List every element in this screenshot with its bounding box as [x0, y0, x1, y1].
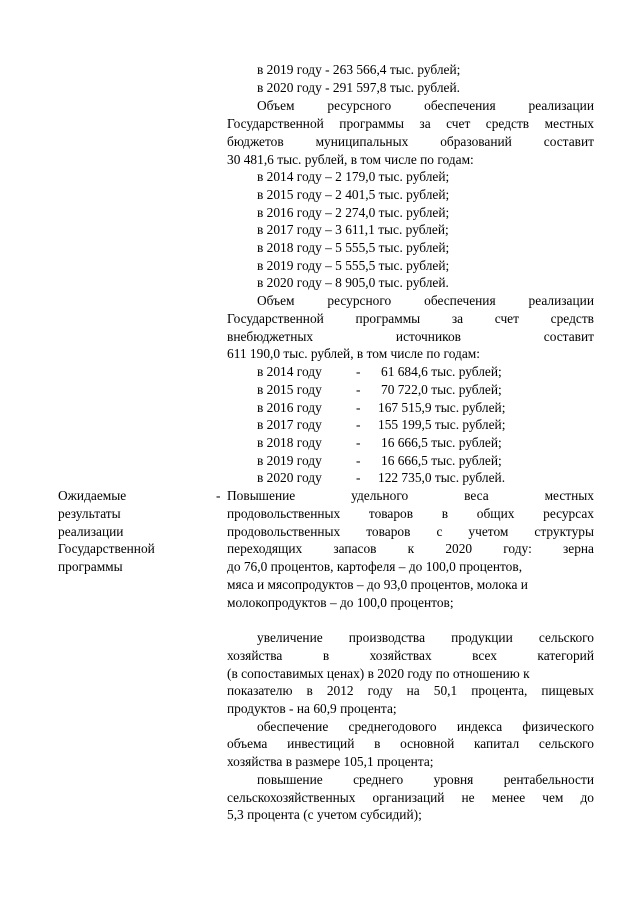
- results-label-line: реализации: [58, 524, 124, 539]
- extrabudget-paragraph-line: Объем ресурсного обеспечения реализации: [257, 293, 594, 308]
- budget-line-2019: в 2019 году - 263 566,4 тыс. рублей;: [257, 62, 461, 77]
- extrabudget-amount: 61 684,6 тыс. рублей;: [381, 364, 502, 379]
- extrabudget-paragraph-line: Государственной программы за счет средств: [227, 311, 594, 326]
- results-p2-line: (в сопоставимых ценах) в 2020 году по отношению к: [227, 666, 530, 681]
- local-year-line: в 2015 году – 2 401,5 тыс. рублей;: [257, 187, 450, 202]
- extrabudget-amount: 70 722,0 тыс. рублей;: [381, 382, 502, 397]
- results-p1-line: переходящих запасов к 2020 году: зерна: [227, 541, 594, 556]
- results-p1-line: молокопродуктов – до 100,0 процентов;: [227, 595, 454, 610]
- extrabudget-paragraph-line: внебюджетных источников составит: [227, 329, 594, 344]
- local-paragraph-line: бюджетов муниципальных образований составит: [227, 134, 594, 149]
- results-label-line: Ожидаемые: [58, 488, 127, 503]
- results-p4-line: 5,3 процента (с учетом субсидий);: [227, 807, 422, 822]
- local-paragraph-line: Объем ресурсного обеспечения реализации: [257, 98, 594, 113]
- results-dash: -: [216, 488, 221, 503]
- local-year-line: в 2017 году – 3 611,1 тыс. рублей;: [257, 222, 449, 237]
- extrabudget-year: в 2014 году: [257, 364, 322, 379]
- results-p3-line: хозяйства в размере 105,1 процента;: [227, 754, 434, 769]
- extrabudget-sep: -: [356, 417, 361, 432]
- local-paragraph-line: 30 481,6 тыс. рублей, в том числе по годам:: [227, 152, 474, 167]
- extrabudget-sep: -: [356, 470, 361, 485]
- results-p2-line: увеличение производства продукции сельского: [257, 630, 594, 645]
- results-p1-line: продовольственных товаров с учетом структуры: [227, 524, 594, 539]
- results-p1-line: до 76,0 процентов, картофеля – до 100,0 процентов,: [227, 559, 523, 574]
- results-p3-line: объема инвестиций в основной капитал сельского: [227, 736, 594, 751]
- extrabudget-paragraph-line: 611 190,0 тыс. рублей, в том числе по годам:: [227, 346, 480, 361]
- local-year-line: в 2014 году – 2 179,0 тыс. рублей;: [257, 169, 450, 184]
- results-p4-line: повышение среднего уровня рентабельности: [257, 772, 594, 787]
- extrabudget-year: в 2016 году: [257, 400, 322, 415]
- extrabudget-sep: -: [356, 435, 361, 450]
- results-p1-line: продовольственных товаров в общих ресурсах: [227, 506, 594, 521]
- extrabudget-year: в 2017 году: [257, 417, 322, 432]
- results-p4-line: сельскохозяйственных организаций не менее чем до: [227, 790, 594, 805]
- results-label-line: программы: [58, 559, 123, 574]
- extrabudget-amount: 16 666,5 тыс. рублей;: [381, 453, 502, 468]
- results-label-line: результаты: [58, 506, 121, 521]
- local-year-line: в 2020 году – 8 905,0 тыс. рублей.: [257, 275, 449, 290]
- extrabudget-year: в 2015 году: [257, 382, 322, 397]
- extrabudget-amount: 122 735,0 тыс. рублей.: [378, 470, 506, 485]
- local-year-line: в 2019 году – 5 555,5 тыс. рублей;: [257, 258, 450, 273]
- extrabudget-sep: -: [356, 400, 361, 415]
- local-year-line: в 2018 году – 5 555,5 тыс. рублей;: [257, 240, 450, 255]
- extrabudget-year: в 2019 году: [257, 453, 322, 468]
- results-label-line: Государственной: [58, 541, 155, 556]
- extrabudget-amount: 16 666,5 тыс. рублей;: [381, 435, 502, 450]
- extrabudget-year: в 2018 году: [257, 435, 322, 450]
- extrabudget-amount: 167 515,9 тыс. рублей;: [378, 400, 506, 415]
- results-p1-line: Повышение удельного веса местных: [227, 488, 594, 503]
- extrabudget-amount: 155 199,5 тыс. рублей;: [378, 417, 506, 432]
- local-paragraph-line: Государственной программы за счет средств местных: [227, 116, 594, 131]
- results-p2-line: продуктов - на 60,9 процента;: [227, 701, 397, 716]
- results-p3-line: обеспечение среднегодового индекса физического: [257, 719, 594, 734]
- results-p2-line: хозяйства в хозяйствах всех категорий: [227, 648, 594, 663]
- extrabudget-sep: -: [356, 364, 361, 379]
- extrabudget-year: в 2020 году: [257, 470, 322, 485]
- budget-line-2020: в 2020 году - 291 597,8 тыс. рублей.: [257, 80, 460, 95]
- extrabudget-sep: -: [356, 382, 361, 397]
- results-p2-line: показателю в 2012 году на 50,1 процента, пищевых: [227, 683, 594, 698]
- extrabudget-sep: -: [356, 453, 361, 468]
- local-year-line: в 2016 году – 2 274,0 тыс. рублей;: [257, 205, 450, 220]
- results-p1-line: мяса и мясопродуктов – до 93,0 процентов, молока и: [227, 577, 528, 592]
